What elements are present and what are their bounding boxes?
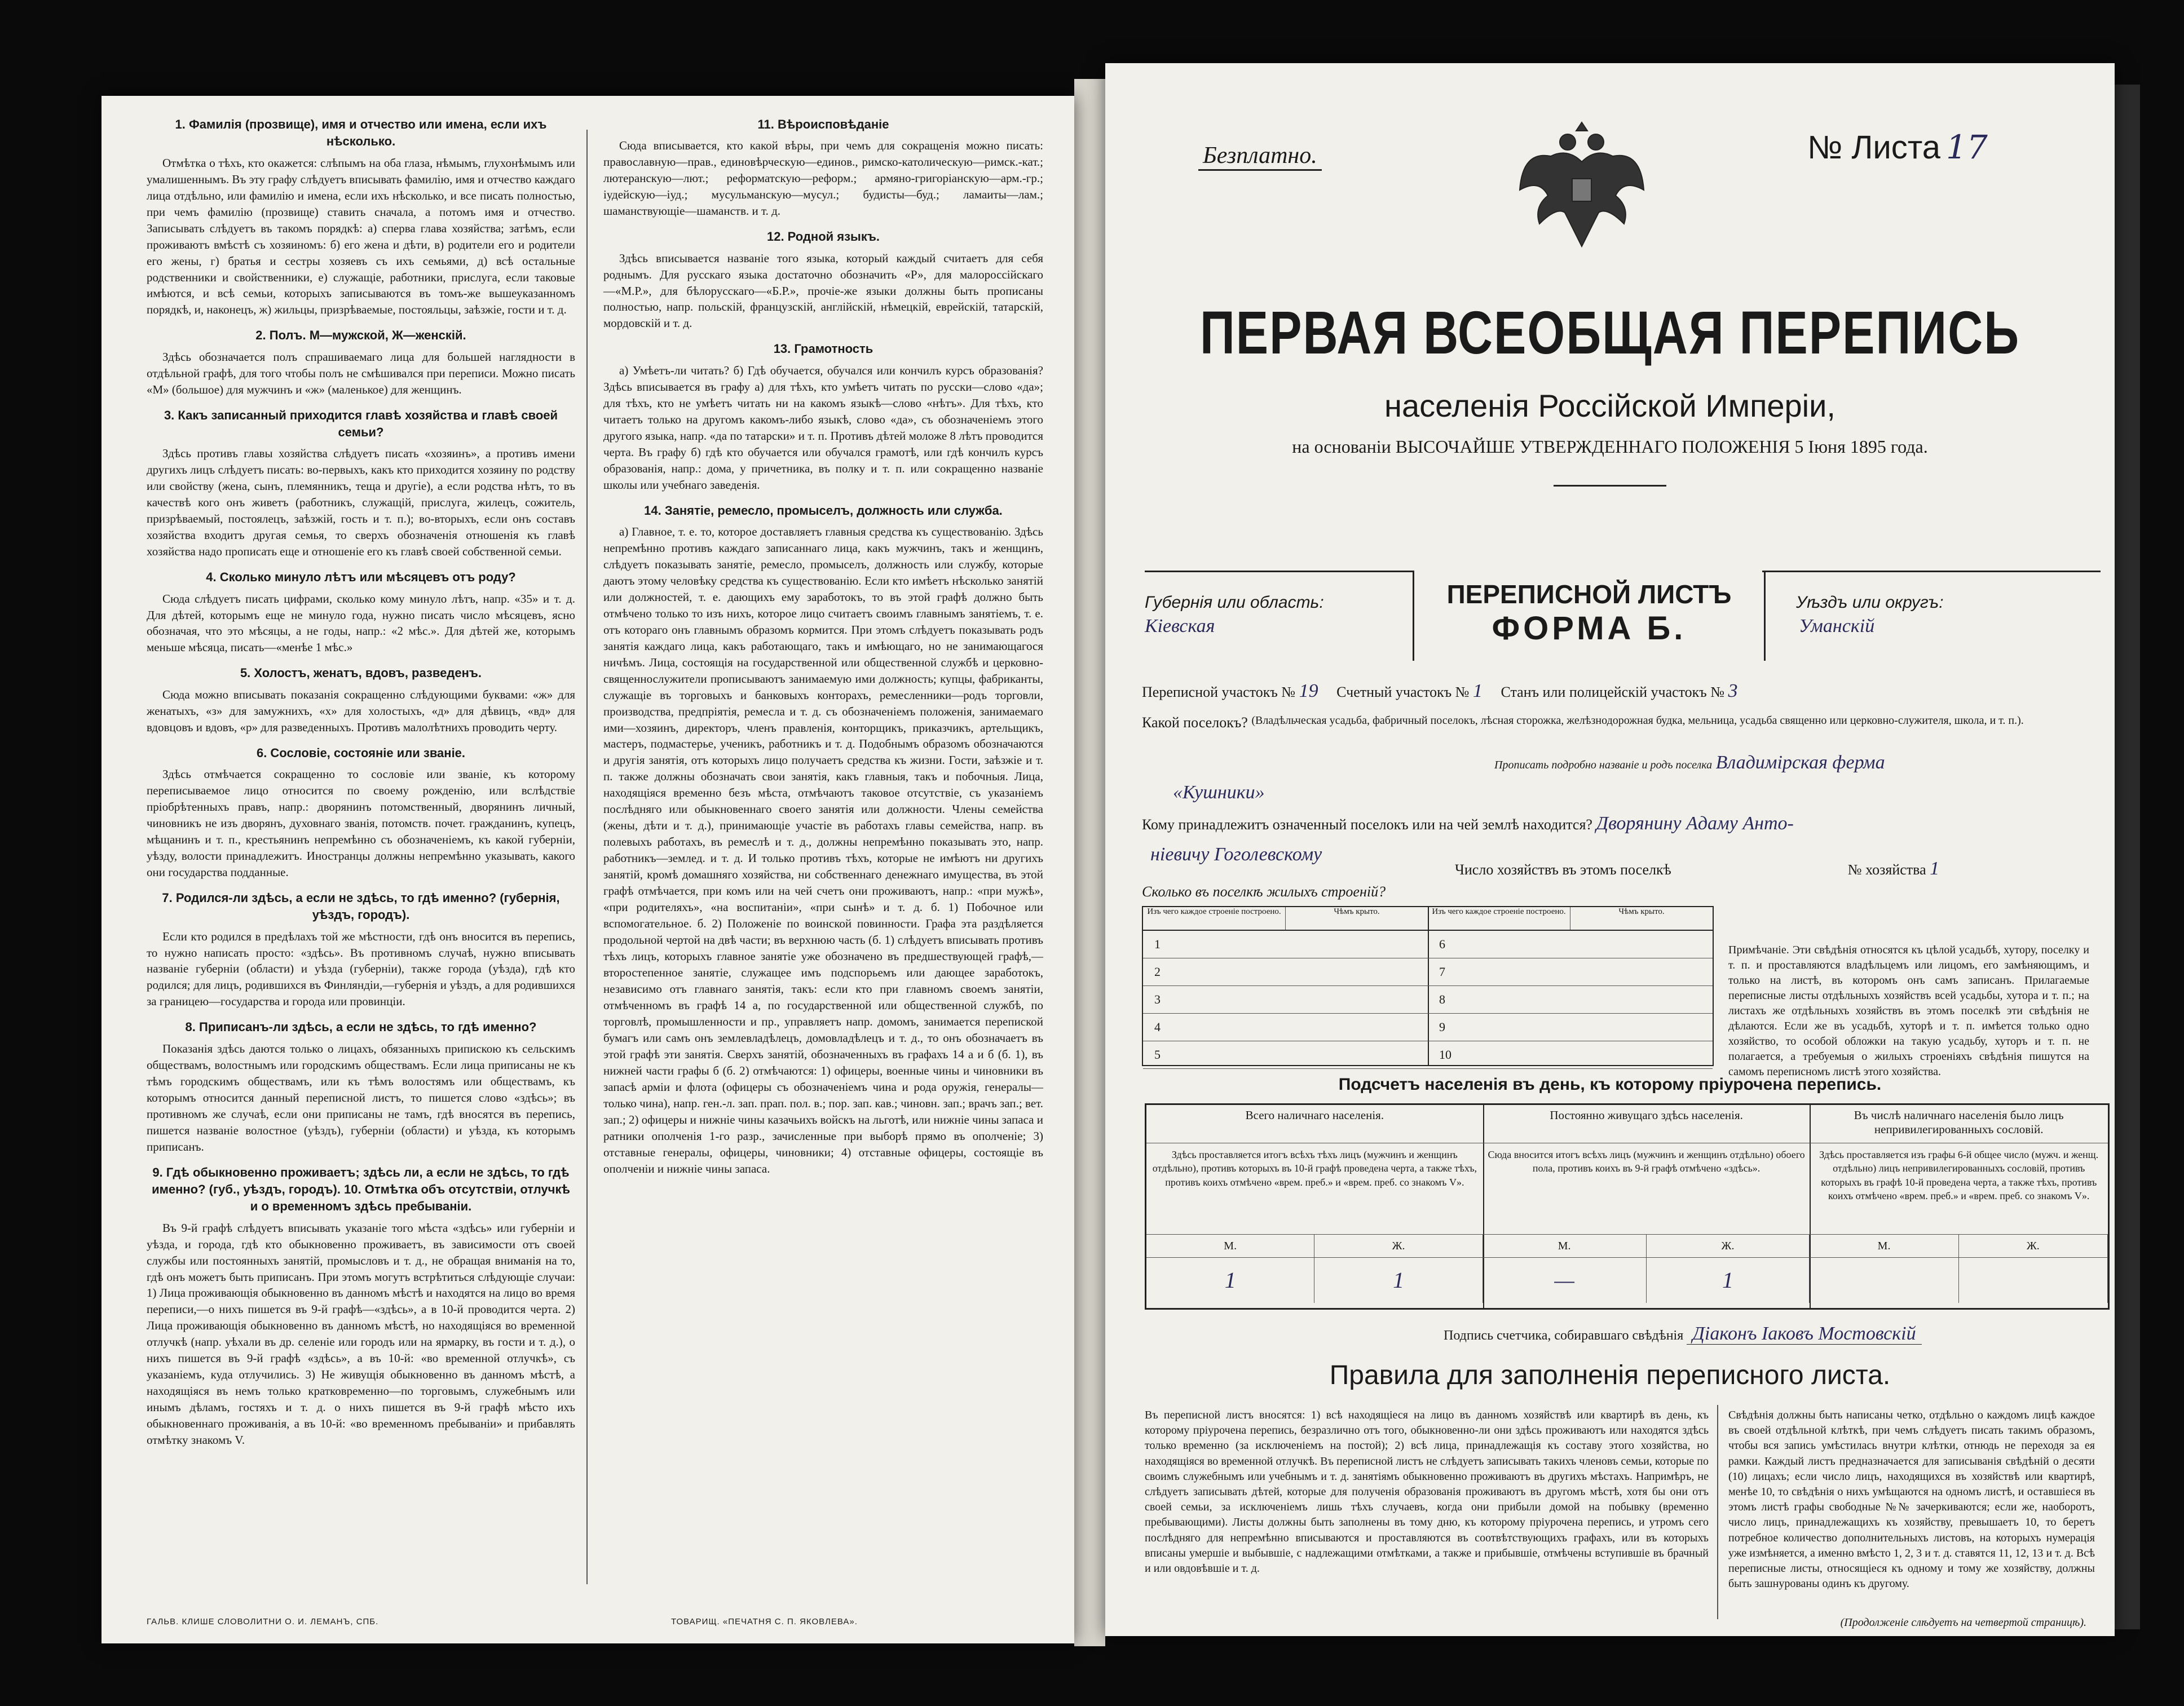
instructions-column-2 <box>603 107 1043 1181</box>
sheet-number-value: 17 <box>1945 128 1988 166</box>
male-count: — <box>1483 1258 1647 1303</box>
page-edge <box>1074 79 1105 1646</box>
rules-left-column: Въ переписной листъ вносятся: 1) всѣ находящіеся на лицо въ данномъ хозяйствѣ или квартирѣ въ день, къ которому пріурочена перепись, безразлично отъ того, обыкновенно-ли они здѣсь проживаютъ или находятся здѣсь только временно (за исключеніемъ на постой); 2) всѣ лица, принадлежащія къ составу этого хозяйства, но находящіяся во временной отлучкѣ. Въ переписной листъ не слѣдуетъ записывать такихъ членовъ семьи, которые по своимъ служебнымъ или учебнымъ и т. д. занятіямъ обыкновенно проживаютъ въ другихъ мѣстахъ. Напримѣръ, не слѣдуетъ записывать дѣтей, которые для полученія образованія проживаютъ въ другомъ мѣстѣ, хотя бы они отъ своей семьи, за исключеніемъ лишь тѣхъ случаевъ, когда они прибыли домой на побывку (временно пребывающими). Листы должны быть заполнены въ тому дню, къ которому пріурочена перепись, и утромъ сего послѣдняго для непремѣнно вписываются и проставляются въ соотвѣтствующихъ графахъ, или въ которыхъ вписаны умершіе и выбывшіе, с надлежащими отмѣтками, а также и прибывшіе, отмѣчены вступившіе въ брачный и или овдовѣвшіе и т. д. <box>1145 1409 1709 1575</box>
buildings-material-header: Изъ чего каждое строеніе построено. <box>1428 907 1570 930</box>
section-heading: 6. Сословіе, состояніе или званіе. <box>256 745 466 760</box>
population-count-title: Подсчетъ населенія въ день, къ которому пріурочена перепись. <box>1338 1075 1882 1094</box>
section-text: Въ 9-й графѣ слѣдуетъ вписывать указаніе того мѣста «здѣсь» или губерніи и уѣзда, и города, гдѣ кто обыкновенно проживаетъ, въ зависимости отъ своей службы или постоянныхъ занятій, промысловъ и т. д., не обращая вниманія на то, гдѣ онъ можетъ быть приписанъ. При этомъ могутъ встрѣтиться слѣдующіе случаи: 1) Лица проживающія обыкновенно въ данномъ мѣстѣ и находятся на лицо во время переписи,—о нихъ пишется въ 9-й графѣ—«здѣсь», а в 10-й проводится черта. 2) Лица проживающія обыкновенно въ данномъ мѣстѣ, но находящіяся во временной отлучкѣ (напр. уѣхали въ др. селеніе или городъ или на ярмарку, въ гости и т. д.), о нихъ пишется въ 9-й графѣ «здѣсь», а въ 10-й: «во временной отлучкѣ», съ указаніемъ, куда отлучились. 3) Не живущія обыкновенно въ данномъ мѣстѣ, а находящіяся въ немъ только кратковременно—по торговымъ, служебнымъ или инымъ дѣламъ, гостяхъ и т. д. о нихъ пишется въ 9-й графѣ мѣсто ихъ обыкновеннаго проживанія, а въ 10-й: «во временномъ пребываніи» и прибавлять отмѣтку знакомъ V. <box>147 1221 575 1447</box>
station-label: Станъ или полицейскій участокъ № <box>1501 684 1725 700</box>
building-row <box>1428 958 1713 986</box>
male-count: 1 <box>1146 1258 1314 1303</box>
female-header: Ж. <box>1959 1235 2108 1257</box>
title-rule <box>1554 485 1666 487</box>
buildings-label: Сколько въ поселкѣ жилыхъ строеній? <box>1142 883 1386 900</box>
section-heading: 13. Грамотность <box>773 342 873 356</box>
header-rule-right <box>1762 571 2101 572</box>
buildings-table-left <box>1143 907 1429 1065</box>
owner-line <box>1142 813 1794 834</box>
census-form-page <box>1105 63 2115 1636</box>
male-header: М. <box>1810 1235 1958 1257</box>
instructions-page <box>102 96 1074 1643</box>
female-count: 1 <box>1647 1258 1810 1303</box>
instructions-column-1 <box>147 107 575 1452</box>
buildings-note: Примѣчаніе. Эти свѣдѣнія относятся къ цѣлой усадьбѣ, хутору, поселку и т. п. и проставляются владѣльцемъ или лицомъ, его замѣняющимъ, и только на листѣ, въ которомъ онъ самъ записанъ. Прилагаемые переписные листы отдѣльныхъ хозяйствъ всей усадьбы, хутора и т. п.; на листахъ же отдѣльныхъ хозяйствъ въ этомъ поселкѣ эти свѣдѣнія не дѣлаются. Если же въ усадьбѣ, хуторѣ и т. п. имѣется только одно хозяйство, то особой обложки на такую усадьбу, хуторъ и т. п. не полагается, а требуемыя о жилыхъ строеніяхъ свѣдѣнія пишутся на самомъ переписномъ листѣ этого хозяйства. <box>1728 944 2089 1078</box>
population-count-column <box>1810 1105 2108 1308</box>
building-row <box>1428 1014 1713 1041</box>
buildings-roof-header: Чѣмъ крыто. <box>1334 907 1380 916</box>
section-text: а) Главное, т. е. то, которое доставляетъ главныя средства къ существованію. Здѣсь непремѣнно противъ каждаго записаннаго лица, какъ мужчинъ, такъ и женщинъ, слѣдуетъ показывать занятіе, ремесло, промыселъ, должность или службу, которые даютъ этому человѣку средства къ существованію. Если кто имѣетъ нѣсколько занятій или должностей, т. е. дающихъ ему заработокъ, то въ этой графѣ должно быть отмѣчено только то изъ нихъ, которое лицо считаетъ своимъ главнымъ занятіемъ, т. е. отъ котораго онъ главнымъ образомъ кормится. При этомъ слѣдуетъ показывать родъ занятія каждаго лица, какъ работающаго, такъ и имѣющаго, но не занимающагося ничѣмъ. Лица, состоящія на государственной или общественной службѣ и церковно-священнослужители прописываютъ занимаемую ими должность; купцы, фабриканты, служащіе въ торговыхъ и банковыхъ конторахъ, ремесленники—родъ торговли, производства, предпріятія, ремесла и т. д. съ обозначеніемъ положенія, занимаемаго ими—хозяинъ, директоръ, членъ правленія, конторщикъ, приказчикъ, артельщикъ, мастеръ, подмастерье, ученикъ, работникъ и т. д. Подобнымъ образомъ обозначаются и другія занятія, отъ которыхъ лицо получаетъ средства къ жизни. Гости, заѣзжіе и т. п. также должны обозначать свои занятія, какъ главныя, такъ и побочныя. Лица, находящіяся временно безъ мѣста, отмѣчаютъ таковое отсутствіе, съ указаніемъ послѣдняго или обыкновеннаго своего занятія или должности. Члены семейства (жены, дѣти и т. д.), принимающіе участіе въ работахъ главы семейства, напр. въ полевыхъ работахъ, въ ремеслѣ и т. д., должны непремѣнно показывать это, напр. работникъ—землед. и т. д. И только противъ тѣхъ, которые не имѣютъ ни другихъ занятій, кромѣ домашняго хозяйства, ни собственнаго денежнаго имущества, въ этой графѣ отмѣчается, при комъ или на чей счетъ они проживаютъ, напр.: «при мужѣ», «при родителяхъ», «на воспитаніи», «при сынѣ» и т. д. б. 1) Побочное или вспомогательное. б. 2) Положеніе по воинской повинности. Графа эта раздѣляется продольной чертой на двѣ части; въ верхнюю часть (б. 1) слѣдуетъ вписывать противъ тѣхъ лицъ, которыхъ главное занятіе уже обозначено въ предшествующей графѣ,—второстепенное занятіе, служащее имъ подспорьемъ или дающее заработокъ, независимо отъ главнаго занятія, такъ: если кто при главномъ своемъ занятіи, отмѣченномъ въ графѣ 14 а, по государственной или общественной службѣ, по торговлѣ, промышленности и пр., управляетъ напр. домомъ, занимается перепиской бумагъ или самъ онъ землевладѣлецъ, домовладѣлецъ и т. д., то онъ обозначаетъ въ этой графѣ эти занятія. Сверхъ занятій, обозначенныхъ въ графахъ 14 а и б (б. 1), въ нижней части графы б (б. 2) отмѣчаются: 1) офицеры, военные чины и чиновники въ запасѣ армiи и флота (офицеры съ обозначеніемъ чина и рода оружія, генералы—только чина), напр. ген.-л. зап. прап. пол. в.; пор. зап. кав.; чиновн. зап.; врачъ зап.; вет. зап.; 2) офицеры и нижніе чины казачьихъ войскъ на льготѣ, или нижніе чины запаса и ратники ополченія 1-го разр., зачисленные при выборѣ прямо въ ополченіе; 3) отставные генералы, офицеры, чиновники; 4) отставные офицеры, состоящіе въ ополченіи и нижніе чины запаса. <box>603 524 1043 1175</box>
building-row-number: 9 <box>1439 1020 1445 1034</box>
section-heading: 7. Родился-ли здѣсь, а если не здѣсь, то гдѣ именно? (губернія, уѣздъ, городъ). <box>162 890 560 922</box>
building-row-number: 5 <box>1154 1048 1161 1062</box>
buildings-table-header <box>1428 907 1713 931</box>
building-row-number: 4 <box>1154 1020 1161 1034</box>
building-row <box>1143 958 1428 986</box>
count-values <box>1483 1258 1810 1303</box>
settlement-instruction-line <box>1494 752 1885 774</box>
buildings-table-right <box>1428 907 1713 1065</box>
male-count <box>1810 1258 1958 1303</box>
count-sex-headers <box>1483 1235 1810 1258</box>
counting-district-value: 1 <box>1472 680 1483 701</box>
building-row <box>1143 986 1428 1014</box>
signature-label: Подпись счетчика, собиравшаго свѣдѣнія <box>1444 1328 1684 1343</box>
district-value: Уманскій <box>1799 616 1875 637</box>
section-heading: 8. Приписанъ-ли здѣсь, а если не здѣсь, то гдѣ именно? <box>185 1020 537 1035</box>
households-line <box>1455 858 1939 879</box>
building-row-number: 1 <box>1154 937 1161 951</box>
household-number-value: 1 <box>1930 858 1940 879</box>
section-text: Если кто родился в предѣлахъ той же мѣстности, гдѣ онъ вносится въ перепись, то нужно написать просто: «здѣсь». Въ противномъ случаѣ, нужно вписывать названіе губерніи (области) и уѣзда (губерніи), также города (уѣзда), гдѣ кто родился; для лицъ, родившихся въ Финляндіи,—губернія и уѣздъ, а для родившихся за границею—государства и города или провинціи. <box>147 929 575 1009</box>
settlement-value-2: «Кушники» <box>1173 782 1265 803</box>
section-text: Сюда слѣдуетъ писать цифрами, сколько кому минуло лѣтъ, напр. «35» и т. д. Для дѣтей, которымъ еще не минуло года, нужно писать число мѣсяцевъ, ясно обозначая, что это мѣсяцы, а не годы, напр.: «2 мѣс.». Для дѣтей же, которымъ меньше мѣсяца, писать—«менѣе 1 мѣс.» <box>147 591 575 655</box>
rules-right-column: Свѣдѣнія должны быть написаны четко, отдѣльно о каждомъ лицѣ каждое въ своей отдѣльной клѣткѣ, при чемъ слѣдуетъ писать такимъ образомъ, чтобы вся запись умѣстилась внутри клѣтки, отнюдь не переходя за ея рамки. Каждый листъ предназначается для записыванія свѣдѣній о десяти (10) лицахъ; если число лицъ, находящихся въ хозяйствѣ или квартирѣ, менѣе 10, то свѣдѣнія о нихъ умѣщаются на одномъ листѣ, и оставшіеся въ этомъ листѣ графы свободные №№ зачеркиваются; если же, наоборотъ, число лицъ, принадлежащихъ къ хозяйству, превышаетъ 10, то беретъ потребное количество дополнительныхъ листовъ, на которыхъ нумерація уже измѣняется, а именно вмѣсто 1, 2, 3 и т. д. ставятся 11, 12, 13 и т. д. Всѣ переписные листы, относящіеся къ одному и тому же хозяйству, должны быть зашнурованы одинъ къ другому. <box>1728 1409 2095 1590</box>
section-text: Сюда можно вписывать показанія сокращенно слѣдующими буквами: «ж» для женатыхъ, «з» для замужнихъ, «х» для холостыхъ, «д» для дѣвицъ, «вд» для вдовцовъ и вдовъ, «р» для разведенныхъ. Противъ малолѣтнихъ проводить черту. <box>147 687 575 734</box>
building-row <box>1143 1041 1428 1069</box>
section-text: Сюда вписывается, кто какой вѣры, при чемъ для сокращенія можно писать: православную—прав., единовѣрческую—единов., римско-католическую—римск.-кат.; лютеранскую—лют.; реформатскую—реформ.; армяно-григоріанскую—арм.-гр.; іудейскую—іуд.; мусульманскую—мусул.; будисты—буд.; ламаиты—лам.; шаманствующіе—шаманств. и т. д. <box>603 139 1043 218</box>
count-column-description: Сюда вносится итогъ всѣхъ лицъ (мужчинъ и женщинъ отдѣльно) обоего пола, противъ коихъ въ 9-й графѣ отмѣчено «здѣсь». <box>1483 1143 1810 1235</box>
rules-title: Правила для заполненія переписного листа. <box>1329 1360 1891 1390</box>
form-subtitle: ФОРМА Б. <box>1492 610 1687 647</box>
population-count-column <box>1483 1105 1811 1308</box>
counting-district-label: Счетный участокъ № <box>1336 684 1470 700</box>
rules-divider <box>1717 1405 1718 1619</box>
section-text: Здѣсь противъ главы хозяйства слѣдуетъ писать «хозяинъ», а противъ имени другихъ лицъ слѣдуетъ писать: во-первыхъ, какъ кто приходится хозяину по родству или свойству (жена, сынъ, племянникъ, теща и другіе), а если родства нѣтъ, то въ качествѣ кого онъ живетъ (работникъ, служащій, прислуга, жилецъ, сожитель, призрѣваемый, постоялецъ, заѣзжій, гость и т. п.); во-вторыхъ, если онъ составъ хозяйства входитъ другая семья, то сверхъ обозначенія отношенія къ главѣ хозяйства надо прописать еще и отношеніе его къ главѣ своей собственной семьи. <box>147 447 575 559</box>
section-text: Здѣсь отмѣчается сокращенно то сословіе или званіе, къ которому переписываемое лицо относится по своему рожденію, или вслѣдствіе пріобрѣтенныхъ правъ, напр.: дворянинъ потомственный, дворянинъ личный, чиновникъ не изъ дворянъ, духовнаго званія, потомств. почет. гражданинъ, купецъ, мѣщанинъ и т. п., крестьянинъ непремѣнно съ обозначеніемъ, къ какой губерніи, уѣзду, волости принадлежитъ. Иностранцы должны непремѣнно указывать, какого они государства подданные. <box>147 767 575 879</box>
building-row <box>1428 931 1713 958</box>
building-row-number: 10 <box>1439 1048 1451 1062</box>
printer-credit-right: ТОВАРИЩ. «ПЕЧАТНЯ С. П. ЯКОВЛЕВА». <box>671 1617 858 1627</box>
household-number-label: № хозяйства <box>1847 861 1926 878</box>
count-column-description: Здѣсь проставляется изъ графы 6-й общее число (мужч. и женщ. отдѣльно) лицъ непривилегированныхъ сословій, противъ которыхъ въ графѣ 10-й проведена черта, а также тѣхъ, противъ коихъ отмѣчено «врем. преб.» и «врем. преб. со знакомъ V». <box>1810 1143 2108 1235</box>
settlement-hint: (Владѣльческая усадьба, фабричный поселокъ, лѣсная сторожка, желѣзнодорожная будка, мельница, усадьба священно или церковно-служителя, школа, и т. п.). <box>1251 714 2024 727</box>
settlement-value-line <box>1173 782 1265 803</box>
building-row <box>1143 1014 1428 1041</box>
census-district-value: 19 <box>1299 680 1318 701</box>
section-heading: 1. Фамилія (прозвище), имя и отчество или имена, если ихъ нѣсколько. <box>175 117 547 149</box>
enumerator-signature-line <box>1444 1323 1922 1345</box>
male-header: М. <box>1146 1235 1314 1257</box>
building-row <box>1428 986 1713 1014</box>
population-count-column <box>1146 1105 1484 1308</box>
province-value: Кіевская <box>1145 616 1215 637</box>
female-count: 1 <box>1314 1258 1483 1303</box>
building-row-number: 7 <box>1439 965 1445 979</box>
count-values <box>1146 1258 1483 1303</box>
count-values <box>1810 1258 2108 1303</box>
male-header: М. <box>1483 1235 1647 1257</box>
building-row <box>1428 1041 1713 1069</box>
section-text: Отмѣтка о тѣхъ, кто окажется: слѣпымъ на оба глаза, нѣмымъ, глухонѣмымъ или умалишеннымъ. Въ эту графу слѣдуетъ вписывать фамилію, имя и отчество каждаго лица отдѣльно, или фамилію и имена, если ихъ нѣсколько, и все писать полностью, при чемъ фамилію (прозвище) ставить сначала, а потомъ имя и отчество. Записывать слѣдуетъ въ такомъ порядкѣ: а) сперва глава хозяйства; затѣмъ, если проживаютъ вмѣстѣ съ хозяиномъ: б) его жена и дѣти, в) родители его и родители его жены, г) братья и сестры хозяевъ съ ихъ семьями, д) всѣ остальные родственники и свойственники, е) служащіе, работники, прислуга, если таковые имѣются, и всѣ семьи, которыхъ записываются въ томъ-же вышеуказанномъ порядкѣ, и, наконецъ, ж) жильцы, призрѣваемые, постояльцы, заѣзжіе, гости и т. д. <box>147 156 575 317</box>
census-district-label: Переписной участокъ № <box>1142 684 1296 700</box>
page-title: ПЕРВАЯ ВСЕОБЩАЯ ПЕРЕПИСЬ <box>1199 299 2020 367</box>
section-heading: 3. Какъ записанный приходится главѣ хозяйства и главѣ своей семьи? <box>164 408 558 440</box>
printer-credit-left: ГАЛЬВ. КЛИШЕ СЛОВОЛИТНИ О. И. ЛЕМАНЪ, СПБ. <box>147 1617 379 1627</box>
count-sex-headers <box>1146 1235 1483 1258</box>
count-column-header: Всего наличнаго населенія. <box>1146 1105 1483 1143</box>
buildings-material-header: Изъ чего каждое строеніе построено. <box>1143 907 1286 930</box>
section-heading: 11. Вѣроисповѣданіе <box>757 117 889 131</box>
count-sex-headers <box>1810 1235 2108 1258</box>
page-shadow <box>2115 85 2140 1629</box>
district-numbers-line <box>1142 680 1738 702</box>
section-text: Здѣсь обозначается полъ спрашиваемаго лица для большей наглядности в отдѣльной графѣ, для того чтобы полъ не смѣшивался при переписи. Можно писать «М» (большое) для мужчинъ и «ж» (маленькое) для женщинъ. <box>147 350 575 396</box>
buildings-table-header <box>1143 907 1428 931</box>
free-label: Безплатно. <box>1198 142 1322 171</box>
province-label: Губернія или область: <box>1145 593 1324 612</box>
building-row-number: 6 <box>1439 937 1445 951</box>
count-column-header: Въ числѣ наличнаго населенія было лицъ непривилегированныхъ сословій. <box>1810 1105 2108 1143</box>
owner-value-1: Дворянину Адаму Анто- <box>1596 813 1794 834</box>
section-heading: 2. Полъ. М—мужской, Ж—женскій. <box>255 328 466 343</box>
building-row <box>1143 931 1428 958</box>
settlement-instruction: Прописать подробно названіе и родъ поселка <box>1494 759 1713 771</box>
owner-label: Кому принадлежитъ означенный поселокъ или на чей землѣ находится? <box>1142 816 1592 833</box>
section-text: Показанія здѣсь даются только о лицахъ, обязанныхъ припискою къ сельскимъ обществамъ, волостнымъ или городскимъ обществамъ. Если лица приписаны не къ тѣмъ городскимъ обществамъ, или къ тѣмъ волостямъ или обществамъ, къ которымъ относится данный переписной листъ, то пишется слово «здѣсь»; въ противномъ же случаѣ, если они приписаны не тамъ, гдѣ вносятся въ перепись, пишется названіе волостное (уѣздъ), губерніи (области) и уѣзда, къ которымъ приписанъ. <box>147 1041 575 1153</box>
column-divider <box>586 130 588 1584</box>
subtitle: населенія Россійской Имперіи, <box>1384 388 1836 423</box>
building-row-number: 8 <box>1439 992 1445 1006</box>
section-text: а) Умѣетъ-ли читать? б) Гдѣ обучается, обучался или кончилъ курсъ образованія? Здѣсь вписывается въ графу а) для тѣхъ, кто умѣетъ читать по русски—слово «да»; для тѣхъ, кто не умѣетъ читать ни на какомъ языкѣ—слово «нѣтъ». Для тѣхъ, кто читаетъ только на другомъ какомъ-либо языкѣ, слово «да», съ обозначеніемъ этого другого языка, напр. «да по татарски» и т. п. Противъ дѣтей моложе 8 лѣтъ проводится черта. Въ графу б) гдѣ кто обучается или обучался грамотѣ, или гдѣ кончилъ курсъ образованія, напр.: дома, у причетника, въ полку и т. п. или сокращенно названіе школы или учебнаго заведенія. <box>603 363 1043 492</box>
female-header: Ж. <box>1647 1235 1810 1257</box>
decree-line: на основаніи ВЫСОЧАЙШЕ УТВЕРЖДЕННАГО ПОЛОЖЕНІЯ 5 Іюня 1895 года. <box>1292 436 1928 457</box>
section-heading: 4. Сколько минуло лѣтъ или мѣсяцевъ отъ роду? <box>206 570 516 585</box>
station-value: 3 <box>1728 680 1738 701</box>
section-heading: 5. Холостъ, женатъ, вдовъ, разведенъ. <box>240 666 482 680</box>
building-row-number: 2 <box>1154 965 1161 979</box>
count-column-header: Постоянно живущаго здѣсь населенія. <box>1483 1105 1810 1143</box>
district-label: Уѣздъ или округъ: <box>1796 593 1944 612</box>
section-heading: 12. Родной языкъ. <box>766 229 880 244</box>
settlement-label: Какой поселокъ? <box>1142 714 1248 731</box>
settlement-value-1: Владимірская ферма <box>1715 752 1885 773</box>
section-heading: 14. Занятіе, ремесло, промыселъ, должность или служба. <box>644 503 1003 518</box>
owner-value-2: ніевичу Гоголевскому <box>1150 844 1322 865</box>
sheet-number-label: № Листа <box>1807 129 1940 166</box>
form-title: ПЕРЕПИСНОЙ ЛИСТЪ <box>1446 580 1732 609</box>
header-rule-left <box>1145 571 1413 572</box>
buildings-table <box>1142 906 1714 1066</box>
buildings-roof-header: Чѣмъ крыто. <box>1618 907 1665 916</box>
building-row-number: 3 <box>1154 992 1161 1006</box>
section-heading: 9. Гдѣ обыкновенно проживаетъ; здѣсь ли, а если не здѣсь, то гдѣ именно? (губ., уѣздъ, городъ). 10. Отмѣтка объ отсутствіи, отлучкѣ и о временномъ здѣсь пребываніи. <box>152 1165 570 1214</box>
imperial-eagle-icon <box>1517 117 1647 258</box>
female-count <box>1959 1258 2108 1303</box>
owner-line-2 <box>1150 844 1322 865</box>
continued-note: (Продолженіе слѣдуетъ на четвертой страницѣ). <box>1840 1616 2086 1629</box>
sheet-number <box>1807 128 1988 166</box>
count-column-description: Здѣсь проставляется итогъ всѣхъ тѣхъ лицъ (мужчинъ и женщинъ отдѣльно), противъ которыхъ въ 10-й графѣ проведена черта, а также тѣхъ, противъ коихъ отмѣчено «врем. преб.» и «врем. преб. со знакомъ V». <box>1146 1143 1483 1235</box>
population-count-table <box>1145 1103 2110 1310</box>
female-header: Ж. <box>1314 1235 1483 1257</box>
section-text: Здѣсь вписывается названіе того языка, который каждый считаетъ для себя роднымъ. Для русскаго языка достаточно обозначить «Р», для малороссійскаго—«М.Р.», для бѣлорусскаго—«Б.Р.», прочіе-же языки должны быть прописаны полностью, напр. польскій, французскій, англійскій, нѣмецкій, еврейскій, татарскій, мордовскій и т. д. <box>603 251 1043 330</box>
settlement-line <box>1142 714 2069 731</box>
signature-value: Діаконъ Іаковъ Мостовскій <box>1687 1323 1921 1345</box>
households-label: Число хозяйствъ въ этомъ поселкѣ <box>1455 861 1671 878</box>
form-heading <box>1413 571 1766 661</box>
